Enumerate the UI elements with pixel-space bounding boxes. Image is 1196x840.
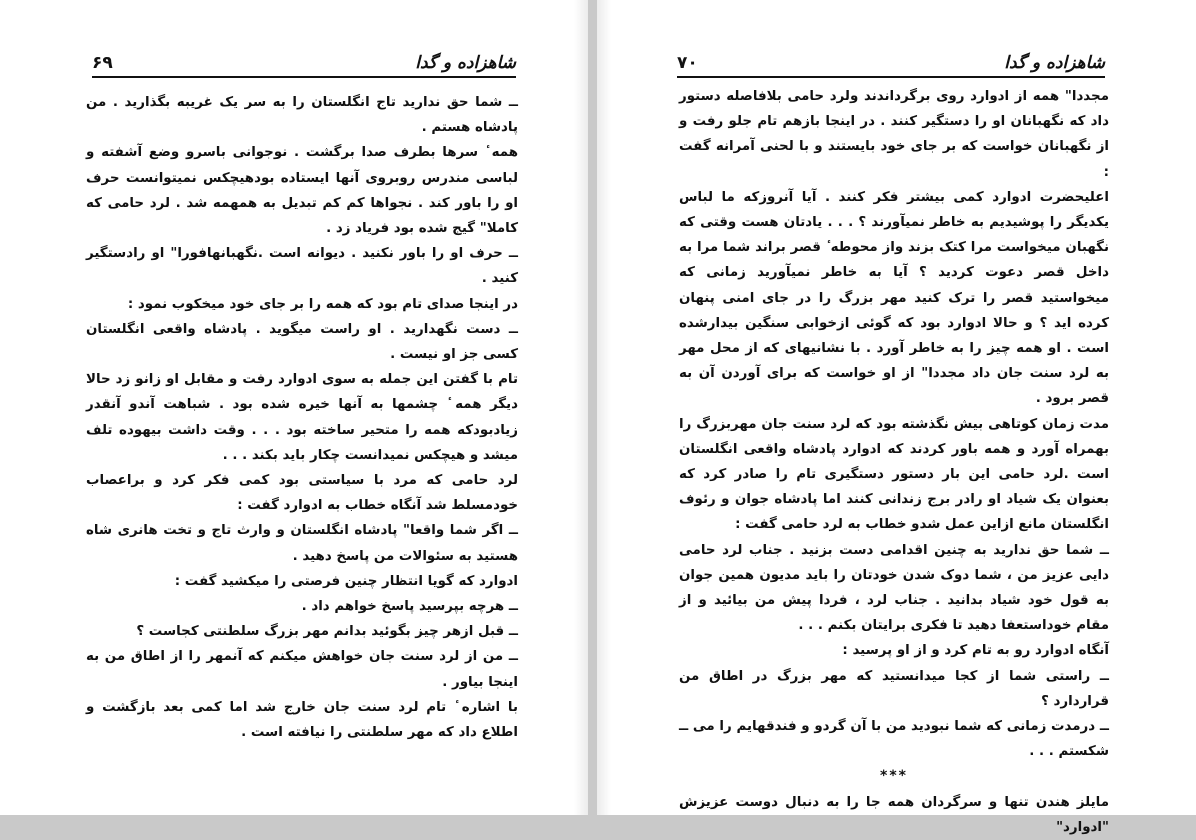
- paragraph: ــ اگر شما واقعا" پادشاه انگلستان و وارث تاج و تخت هانری شاه هستید به سئوالات من پاسخ دهید .: [86, 523, 518, 564]
- page-number: ۷۰: [677, 53, 698, 73]
- paragraph: مدت زمان کوتاهی بیش نگذشته بود که لرد سنت جان مهربزرگ را بهمراه آورد و همه باور کردند که ادوارد پادشاه واقعی انگلستان است .لرد حامی این بار دستور دستگیری تام را صادر کرد که بعنوان یک شیاد او رادر برج زندانی کنند اما پادشاه جوان و رئوف انگلستان مانع ازاین عمل شدو خطاب به لرد حامی گفت :: [679, 416, 1109, 533]
- body-text: [679, 84, 1109, 840]
- gutter-shadow: [597, 0, 611, 815]
- paragraph: آنگاه ادوارد رو به تام کرد و از او پرسید :: [842, 643, 1109, 659]
- paragraph: ــ شما حق ندارید تاج انگلستان را به سر یک غریبه بگذارید . من پادشاه هستم .: [86, 95, 518, 136]
- paragraph: مایلز هندن تنها و سرگردان همه جا را به دنبال دوست عزیزش "ادوارد": [679, 794, 1109, 835]
- paragraph: ــ دست نگهدارید . او راست میگوید . پادشاه واقعی انگلستان کسی جز او نیست .: [86, 321, 518, 363]
- paragraph: ادوارد که گویا انتظار چنین فرصتی را میکشید گفت :: [174, 573, 518, 589]
- gutter-shadow: [574, 0, 588, 815]
- paragraph: مجددا" همه از ادوارد روی برگرداندند ولرد حامی بلافاصله دستور داد که نگهبانان او را دستگیر کنند . در اینجا بازهم تام جلو رفت و از نگهبانان خواست که بر جای خود بایستند و با لحنی آمرانه گفت :: [679, 89, 1109, 180]
- paragraph: اعلیحضرت ادوارد کمی بیشتر فکر کنند . آیا آنروزکه ما لباس یکدیگر را پوشیدیم به خاطر نمیآورند ؟ . . . یادتان هست وقتی که نگهبان میخواست مرا کتک بزند واز محوطه ٔ قصر براند شما مرا به داخل قصر دعوت کردید ؟ آیا به خاطر نمیآورید زمانی که میخواستید قصر را ترک کنید مهر بزرگ را در جای امنی پنهان کرده اید ؟ و حالا ادوارد بود که گوئی ازخوابی سنگین بیدارشده است . او همه چیز را به خاطر آورد . با نشانیهای که از محل مهر به لرد سنت جان داد مجددا" از او خواست که برای آوردن آن به قصر برود .: [679, 189, 1109, 407]
- paragraph: ــ هرچه بپرسید پاسخ خواهم داد .: [301, 599, 518, 615]
- left-page: [0, 0, 588, 815]
- paragraph: لرد حامی که مرد با سیاستی بود کمی فکر کرد و براعصاب خودمسلط شد آنگاه خطاب به ادوارد گفت :: [86, 473, 518, 514]
- paragraph: در اینجا صدای تام بود که همه را بر جای خود میخکوب نمود :: [127, 296, 518, 312]
- paragraph: ــ حرف او را باور نکنید . دیوانه است .نگهبانهافورا" او رادستگیر کنید .: [86, 246, 518, 287]
- page-header: [677, 44, 1105, 78]
- paragraph: همه ٔ سرها بطرف صدا برگشت . نوجوانی باسرو وضع آشفته و لباسی مندرس روبروی آنها ایستاده بودهیچکس نمیتوانست حرف او را باور کند . نجواها کم کم تبدیل به همهمه شد . لرد حامی که کاملا" گیج شده بود فریاد زد .: [86, 145, 518, 237]
- paragraph: ــ راستی شما از کجا میدانستید که مهر بزرگ در اطاق من قراردارد ؟: [679, 668, 1109, 709]
- paragraph: ــ درمدت زمانی که شما نبودید من با آن گردو و فندقهایم را می ــ شکستم . . .: [679, 719, 1109, 760]
- paragraph: ــ قبل ازهر چیز بگوئید بدانم مهر بزرگ سلطنتی کجاست ؟: [136, 624, 518, 640]
- section-divider: ***: [880, 768, 908, 785]
- right-page: [597, 0, 1196, 835]
- page-number: ۶۹: [92, 53, 113, 73]
- page-header: [92, 44, 516, 78]
- paragraph: ــ شما حق ندارید به چنین اقدامی دست بزنید . جناب لرد حامی دایی عزیز من ، شما دوک شدن خودتان را باید مدیون همین جوان به قول خود شیاد بدانید . جناب لرد ، فردا پیش من بیائید و از مقام خوداستعفا دهید تا فکری برایتان بکنم . . .: [679, 542, 1109, 634]
- paragraph: ــ من از لرد سنت جان خواهش میکنم که آنمهر را از اطاق من به اینجا بیاور .: [86, 649, 518, 690]
- running-title: شاهزاده و گدا: [1004, 53, 1105, 73]
- paragraph: تام با گفتن این جمله به سوی ادوارد رفت و مقابل او زانو زد حالا دیگر همه ٔ چشمها به آنها خیره شده بود . شباهت آندو آنقدر زیادبودکه همه را متحیر ساخته بود . . . وقت داشت بیهوده تلف میشد و هیچکس نمیدانست چکار باید بکند . . .: [86, 372, 518, 463]
- running-title: شاهزاده و گدا: [415, 53, 516, 73]
- paragraph: با اشاره ٔ تام لرد سنت جان خارج شد اما کمی بعد بازگشت و اطلاع داد که مهر سلطنتی را نیافته است .: [86, 699, 518, 741]
- body-text: [86, 90, 518, 745]
